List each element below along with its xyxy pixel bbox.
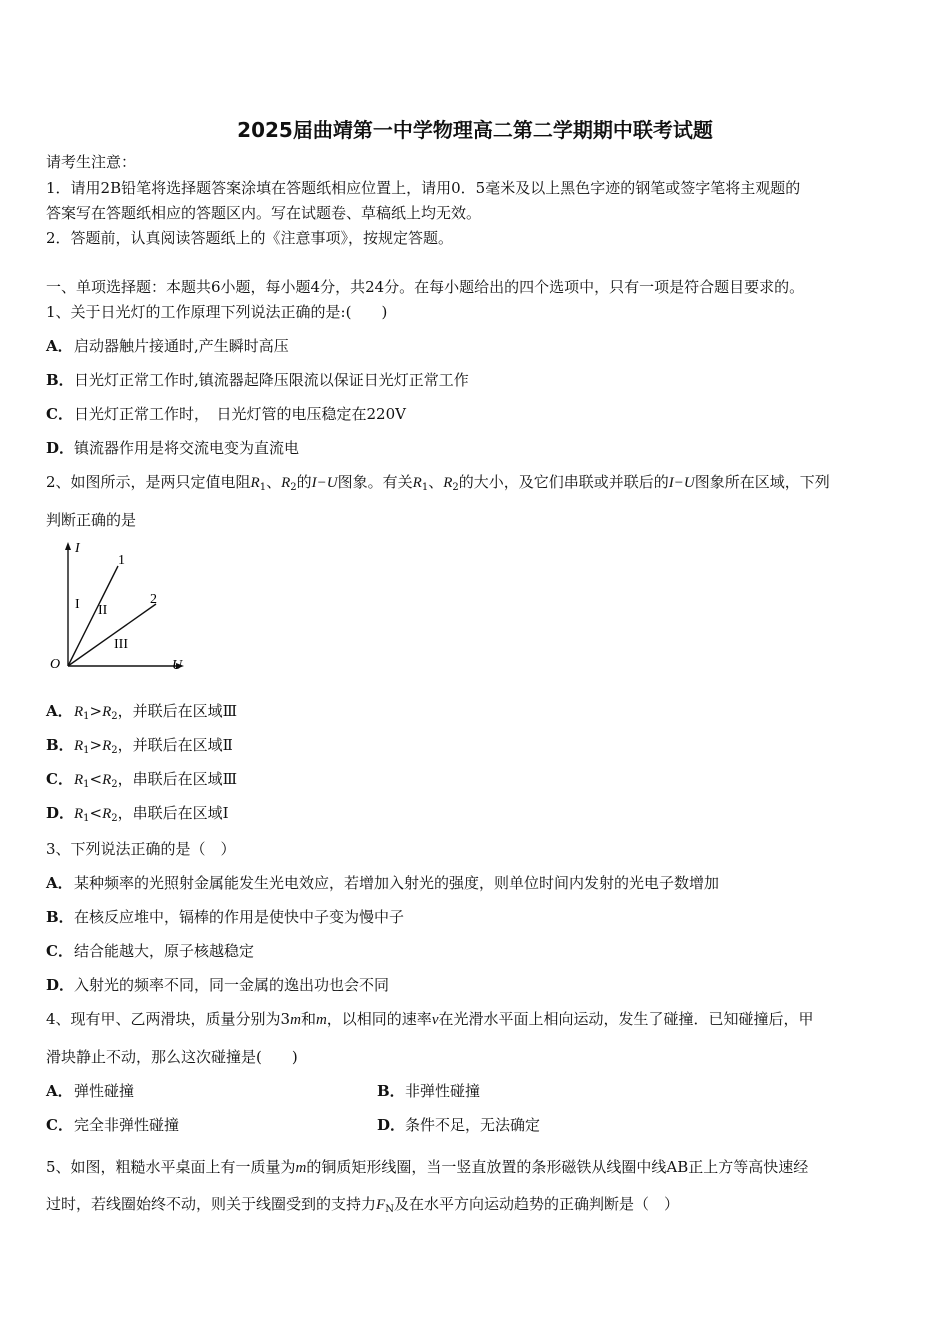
subscript: 2 [111,711,118,722]
r-symbol: R [102,738,112,754]
option-label: C． [46,405,73,423]
line-2 [68,604,156,666]
option-text: ，并联后在区域Ⅱ [117,736,233,754]
r-symbol: R [74,772,84,788]
option-text: 某种频率的光照射金属能发生光电效应，若增加入射光的强度，则单位时间内发射的光电子数增加 [74,874,720,892]
subscript: 2 [452,482,459,493]
option-label: B． [46,371,74,389]
axis-u-label: U [172,658,183,673]
option-label: A． [46,702,73,720]
iu-graph-figure [44,538,194,678]
y-axis-arrow [65,542,71,550]
notice-item-1-line-1: 1．请用2B铅笔将选择题答案涂填在答题纸相应位置上，请用0．5毫米及以上黑色字迹的钢笔或签字笔将主观题的 [46,179,801,197]
option-label: C． [46,770,73,788]
option-label: B． [377,1082,405,1100]
q4-option-c [46,1115,179,1135]
q5-stem-text: 及在水平方向运动趋势的正确判断是（ ） [393,1195,679,1213]
relation: > [89,736,103,754]
subscript: 1 [83,745,90,756]
q2-option-d [46,803,229,824]
q4-option-d [377,1115,540,1135]
q2-stem-text: 图象。有关 [337,473,413,491]
q4-stem-text: 在光滑水平面上相向运动，发生了碰撞．已知碰撞后，甲 [438,1010,814,1028]
relation: < [89,804,103,822]
option-text: ，串联后在区域Ⅰ [117,804,229,822]
option-text: 启动器触片接通时,产生瞬时高压 [74,337,289,355]
q5-stem-text: 的铜质矩形线圈，当一竖直放置的条形磁铁从线圈中线AB正上方等高快速经 [306,1158,809,1176]
option-text: 在核反应堆中，镉棒的作用是使快中子变为慢中子 [74,908,405,926]
relation: < [89,770,103,788]
subscript: 1 [83,813,90,824]
q3-option-b [46,907,404,927]
separator: 、 [428,473,444,491]
option-text: 镇流器作用是将交流电变为直流电 [74,439,300,457]
q1-option-d [46,438,299,458]
m-symbol: m [290,1012,301,1028]
r-symbol: R [250,475,260,491]
q4-stem-text: 4、现有甲、乙两滑块，质量分别为3 [46,1010,291,1028]
option-text: 弹性碰撞 [74,1082,135,1100]
region-1-label: I [75,597,80,612]
r-symbol: R [74,806,84,822]
option-text: ，并联后在区域Ⅲ [117,702,238,720]
q2-option-c [46,769,237,790]
relation: > [89,702,103,720]
option-label: C． [46,942,73,960]
q4-option-b [377,1081,480,1101]
r-symbol: R [412,475,422,491]
option-text: 完全非弹性碰撞 [74,1116,180,1134]
option-text: 非弹性碰撞 [405,1082,481,1100]
exam-title: 2025届曲靖第一中学物理高二第二学期期中联考试题 [237,118,713,142]
q2-stem-text: 的大小，及它们串联或并联后的 [458,473,669,491]
q4-stem-text: 和 [300,1010,316,1028]
option-label: B． [46,736,74,754]
iu-symbol: I−U [668,475,695,491]
subscript: 2 [111,745,118,756]
subscript: 2 [290,482,297,493]
option-label: D． [377,1116,406,1134]
option-label: A． [46,874,73,892]
r-symbol: R [74,704,84,720]
line-1-label: 1 [118,553,125,568]
notice-item-2: 2．答题前，认真阅读答题纸上的《注意事项》，按规定答题。 [46,229,454,247]
r-symbol: R [74,738,84,754]
r-symbol: R [443,475,453,491]
f-symbol: F [376,1197,386,1213]
q2-stem-text: 的 [296,473,312,491]
q4-stem-line-2: 滑块静止不动，那么这次碰撞是( ) [46,1048,298,1066]
r-symbol: R [102,806,112,822]
q2-stem-text: 图象所在区域，下列 [694,473,830,491]
q1-option-a [46,336,289,356]
q5-stem-text: 5、如图，粗糙水平桌面上有一质量为 [46,1158,296,1176]
q2-stem-text: 2、如图所示，是两只定值电阻 [46,473,251,491]
q5-stem-text: 过时，若线圈始终不动，则关于线圈受到的支持力 [46,1195,377,1213]
option-text: 日光灯正常工作时,镇流器起降压限流以保证日光灯正常工作 [74,371,469,389]
q1-option-b [46,370,469,390]
r-symbol: R [102,704,112,720]
q1-option-c [46,404,406,424]
subscript: N [385,1204,394,1215]
option-text: 入射光的频率不同，同一金属的逸出功也会不同 [74,976,390,994]
q4-stem-text: ，以相同的速率 [326,1010,432,1028]
region-2-label: II [98,603,108,618]
option-label: D． [46,976,75,994]
line-2-label: 2 [150,592,157,607]
axis-i-label: I [75,541,80,556]
subscript: 1 [421,482,429,493]
option-text: ，串联后在区域Ⅲ [117,770,238,788]
notice-heading: 请考生注意： [46,153,137,171]
q2-stem-line-2: 判断正确的是 [46,511,137,529]
r-symbol: R [102,772,112,788]
option-label: C． [46,1116,73,1134]
region-3-label: III [114,637,128,652]
subscript: 1 [83,711,90,722]
q4-stem-line-1 [46,1009,814,1030]
subscript: 1 [259,482,267,493]
q2-option-a [46,701,237,722]
v-symbol: v [431,1012,439,1028]
subscript: 2 [111,813,118,824]
q5-stem-line-1 [46,1157,808,1178]
m-symbol: m [315,1012,327,1028]
subscript: 1 [83,779,90,790]
separator: 、 [266,473,282,491]
q3-stem: 3、下列说法正确的是（ ） [46,840,236,858]
subscript: 2 [111,779,118,790]
q4-option-a [46,1081,134,1101]
iu-symbol: I−U [311,475,338,491]
option-label: A． [46,337,73,355]
origin-label: O [50,657,61,672]
line-1 [68,566,118,666]
r-symbol: R [281,475,291,491]
option-label: D． [46,439,75,457]
q2-stem-line-1 [46,472,830,493]
q2-option-b [46,735,233,756]
option-label: D． [46,804,75,822]
option-text: 结合能越大，原子核越稳定 [74,942,255,960]
section-heading: 一、单项选择题：本题共6小题，每小题4分，共24分。在每小题给出的四个选项中，只有一项是符合题目要求的。 [46,278,805,296]
notice-item-1-line-2: 答案写在答题纸相应的答题区内。写在试题卷、草稿纸上均无效。 [46,204,482,222]
m-symbol: m [295,1160,307,1176]
q3-option-a [46,873,719,893]
option-text: 条件不足，无法确定 [405,1116,541,1134]
option-label: B． [46,908,74,926]
q5-stem-line-2 [46,1194,679,1215]
option-text: 日光灯正常工作时， 日光灯管的电压稳定在220V [74,405,406,423]
option-label: A． [46,1082,73,1100]
q1-stem: 1、关于日光灯的工作原理下列说法正确的是:( ) [46,303,388,321]
q3-option-c [46,941,254,961]
q3-option-d [46,975,389,995]
